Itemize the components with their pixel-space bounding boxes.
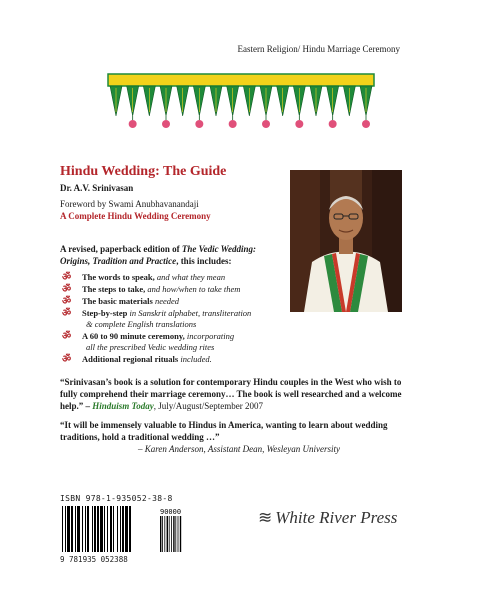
om-icon: ॐ [62,296,72,307]
flower [262,120,270,128]
flower [362,120,370,128]
barcode-bar [100,506,103,552]
feature-item: ॐ Additional regional rituals included. [62,354,212,365]
om-icon: ॐ [62,284,72,295]
flower [162,120,170,128]
barcode-bar [87,506,89,552]
quote-source: Hinduism Today [92,401,154,411]
om-icon: ॐ [62,354,72,365]
price-bar [173,516,174,552]
barcode-bar [117,506,118,552]
feature-item: ॐ The steps to take, and how/when to take them [62,284,241,295]
barcode-bar [75,506,76,552]
intro-text: A revised, paperback edition of The Vedic Wedding: Origins, Tradition and Practice, this includes: [60,244,257,266]
barcode-bar [122,506,124,552]
price-bar [160,516,161,552]
om-icon: ॐ [62,272,72,283]
barcode-bar [67,506,70,552]
wave-icon: ≋ [258,508,273,527]
review-quote-1: “Srinivasan’s book is a solution for contemporary Hindu couples in the West who wish to fully comprehend their marriage ceremony… The book is well researched and a welcome help.” – Hinduism Today, July/August/September 2007 [60,377,402,411]
feature-item: ॐ The basic materials needed [62,296,180,307]
publisher-logo [258,508,397,528]
garland-decoration [106,72,376,134]
barcode-bar [107,506,108,552]
barcode-bar [85,506,86,552]
book-subtitle: A Complete Hindu Wedding Ceremony [60,211,211,221]
barcode-bar [110,506,112,552]
price-bar [175,516,176,552]
om-icon: ॐ [62,308,72,319]
flower [295,120,303,128]
barcode-bar [113,506,114,552]
flower [195,120,203,128]
author-name: Dr. A.V. Srinivasan [60,183,134,193]
barcode-bar [125,506,128,552]
price-bar [162,516,163,552]
foreword-credit: Foreword by Swami Anubhavanandaji [60,199,199,209]
barcode-bar [62,506,63,552]
feature-item: ॐ A 60 to 90 minute ceremony, incorporating all the prescribed Vedic wedding rites [62,331,235,352]
barcode-digits: 9 781935 052388 [60,555,128,564]
review-quote-2: “It will be immensely valuable to Hindus in America, wanting to learn about wedding traditions, hold a traditional wedding …” – Karen Anderson, Assistant Dean, Wesleyan University [60,419,420,455]
price-bar [164,516,165,552]
price-bar [167,516,168,552]
barcode-bar [120,506,121,552]
barcode-bar [129,506,131,552]
flower [229,120,237,128]
quote-attribution: – Karen Anderson, Assistant Dean, Wesleyan University [138,444,340,454]
price-bar [171,516,172,552]
price-bar [169,516,170,552]
om-icon: ॐ [62,331,72,342]
barcode [60,506,185,554]
price-bar [180,516,181,552]
barcode-bar [77,506,80,552]
barcode-bar [97,506,99,552]
barcode-bar [104,506,105,552]
barcode-bar [71,506,73,552]
isbn-label: ISBN 978-1-935052-38-8 [60,494,173,503]
barcode-bar [65,506,66,552]
category-label: Eastern Religion/ Hindu Marriage Ceremony [237,44,400,54]
price-bar [178,516,179,552]
feature-list [60,272,310,366]
book-title: Hindu Wedding: The Guide [60,164,227,179]
barcode-bar [82,506,83,552]
price-code: 90000 [160,508,182,516]
flower [129,120,137,128]
feature-item: ॐ Step-by-step in Sanskrit alphabet, transliteration & complete English translations [62,308,252,329]
barcode-bar [94,506,96,552]
feature-item: ॐ The words to speak, and what they mean [62,272,226,283]
flower [329,120,337,128]
barcode-bar [92,506,93,552]
publisher-name: White River Press [275,508,398,527]
